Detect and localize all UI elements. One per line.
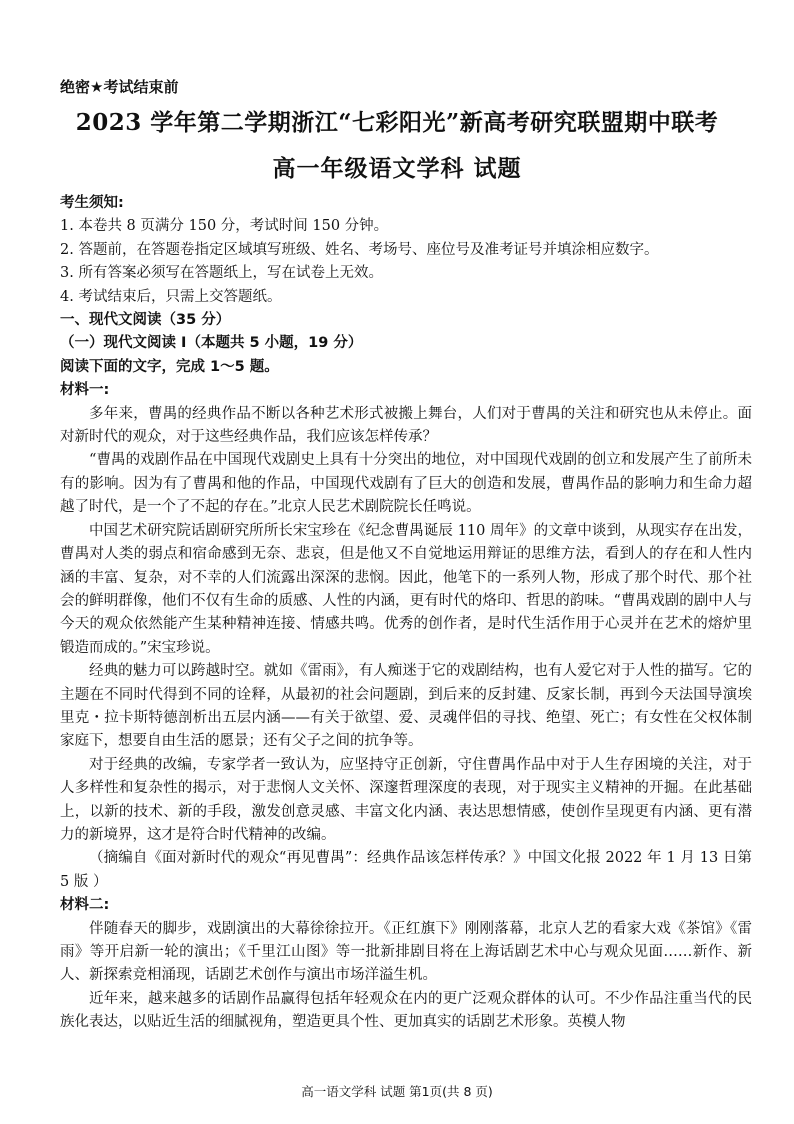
material1-label: 材料一: [60, 382, 110, 399]
notice-item: 4. 考试结束后，只需上交答题纸。 [60, 288, 282, 305]
section-instruction: 阅读下面的文字，完成 1～5 题。 [60, 358, 279, 375]
material1-paragraph: “曹禺的戏剧作品在中国现代戏剧史上具有十分突出的地位，对中国现代戏剧的创立和发展产生了前所未有的影响。因为有了曹禺和他的作品，中国现代戏剧有了巨大的创造和发展，曹禺作品的影响力和生命力超越了时代，是一个了不起的存在。”北京人民艺术剧院院长任鸣说。 [60, 452, 752, 516]
notice-heading: 考生须知: [60, 195, 124, 211]
page-footer: 高一语文学科 试题 第1页(共 8 页) [301, 1084, 493, 1099]
confidential-mark: 绝密★考试结束前 [60, 78, 179, 96]
notice-item: 1. 本卷共 8 页满分 150 分，考试时间 150 分钟。 [60, 218, 389, 235]
section-sub-heading: （一）现代文阅读 I（本题共 5 小题，19 分） [60, 335, 363, 352]
exam-title: 2023 学年第二学期浙江“七彩阳光”新高考研究联盟期中联考 [75, 109, 719, 136]
material1-source: （摘编自《面对新时代的观众“再见曹禺”：经典作品该怎样传承？》中国文化报 2022 年 1 月 13 日第 5 版 ） [60, 850, 752, 890]
section-heading: 一、现代文阅读（35 分） [60, 312, 231, 329]
notice-item: 3. 所有答案必须写在答题纸上，写在试卷上无效。 [60, 265, 383, 282]
material2-paragraph: 伴随春天的脚步，戏剧演出的大幕徐徐拉开。《正红旗下》刚刚落幕，北京人艺的看家大戏《茶馆》《雷雨》等开启新一轮的演出；《千里江山图》等一批新排剧目将在上海话剧艺术中心与观众见面……新作、新人、新探索竞相涌现，话剧艺术创作与演出市场洋溢生机。 [60, 920, 752, 984]
exam-body [60, 192, 752, 1035]
material2-paragraph: 近年来，越来越多的话剧作品赢得包括年轻观众在内的更广泛观众群体的认可。不少作品注重当代的民族化表达，以贴近生活的细腻视角，塑造更具个性、更加真实的话剧艺术形象。英模人物 [60, 990, 752, 1031]
material1-paragraph: 多年来，曹禺的经典作品不断以各种艺术形式被搬上舞台，人们对于曹禺的关注和研究也从未停止。面对新时代的观众，对于这些经典作品，我们应该怎样传承？ [60, 405, 752, 446]
material2-label: 材料二: [60, 897, 110, 914]
material1-paragraph: 经典的魅力可以跨越时空。就如《雷雨》，有人痴迷于它的戏剧结构，也有人爱它对于人性的描写。它的主题在不同时代得到不同的诠释，从最初的社会问题剧，到后来的反封建、反家长制，再到今天法国导演埃里克・拉卡斯特德剖析出五层内涵——有关于欲望、爱、灵魂伴侣的寻找、绝望、死亡；有女性在父权体制家庭下，想要自由生活的愿景；还有父子之间的抗争等。 [60, 663, 752, 750]
material1-paragraph: 中国艺术研究院话剧研究所所长宋宝珍在《纪念曹禺诞辰 110 周年》的文章中谈到，从现实存在出发，曹禺对人类的弱点和宿命感到无奈、悲哀，但是他又不自觉地运用辩证的思维方法，看到人的存在和人性内涵的丰富、复杂，对不幸的人们流露出深深的悲悯。因此，他笔下的一系列人物，形成了那个时代、那个社会的鲜明群像，他们不仅有生命的质感、人性的内涵，更有时代的烙印、哲思的韵味。“曹禺戏剧的剧中人与今天的观众依然能产生某种精神连接、情感共鸣。优秀的创作者，是时代生活作用于心灵并在艺术的熔炉里锻造而成的。”宋宝珍说。 [60, 522, 752, 656]
notice-item: 2. 答题前，在答题卷指定区域填写班级、姓名、考场号、座位号及准考证号并填涂相应数字。 [60, 241, 659, 258]
exam-subtitle: 高一年级语文学科 试题 [272, 155, 522, 182]
material1-paragraph: 对于经典的改编，专家学者一致认为，应坚持守正创新，守住曹禺作品中对于人生存困境的关注，对于人多样性和复杂性的揭示，对于悲悯人文关怀、深邃哲理深度的表现，对于现实主义精神的开掘。在此基础上，以新的技术、新的手段，激发创意灵感、丰富文化内涵、表达思想情感，使创作呈现更有内涵、更有潜力的新境界，这才是符合时代精神的改编。 [60, 756, 752, 843]
